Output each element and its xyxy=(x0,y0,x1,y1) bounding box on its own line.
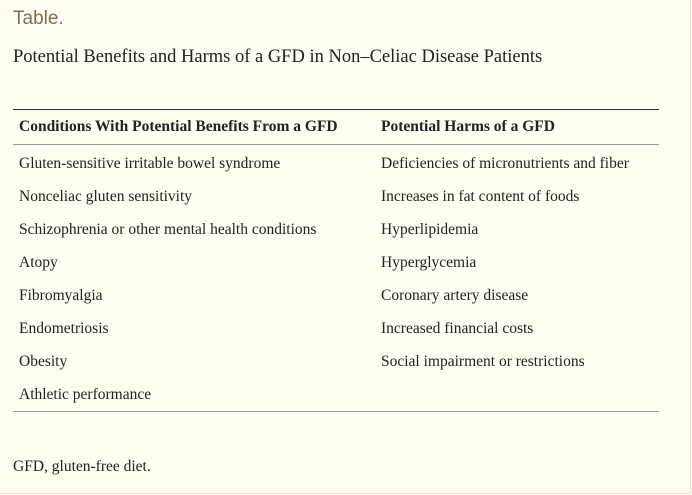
harm-cell: Deficiencies of micronutrients and fiber xyxy=(381,154,629,172)
harm-cell: Increases in fat content of foods xyxy=(381,187,580,205)
table-row xyxy=(13,312,659,345)
table-row xyxy=(13,345,659,378)
harm-cell: Coronary artery disease xyxy=(381,286,529,304)
table-row xyxy=(13,213,659,246)
table-header-row xyxy=(13,110,659,145)
table-row xyxy=(13,279,659,312)
table-footnote: GFD, gluten-free diet. xyxy=(13,458,151,475)
benefit-cell: Atopy xyxy=(19,253,58,271)
column-header-harms: Potential Harms of a GFD xyxy=(381,118,555,135)
harm-cell: Hyperlipidemia xyxy=(381,220,479,238)
benefit-cell: Fibromyalgia xyxy=(19,286,103,304)
benefit-cell: Athletic performance xyxy=(19,385,152,403)
table-caption: Potential Benefits and Harms of a GFD in Non–Celiac Disease Patients xyxy=(13,47,543,67)
table-container xyxy=(13,109,659,412)
harm-cell xyxy=(375,378,659,412)
harm-cell: Social impairment or restrictions xyxy=(381,352,585,370)
table-row xyxy=(13,378,659,412)
data-table xyxy=(13,109,659,412)
table-row xyxy=(13,145,659,181)
benefit-cell: Nonceliac gluten sensitivity xyxy=(19,187,193,205)
benefit-cell: Endometriosis xyxy=(19,319,109,337)
table-label: Table. xyxy=(13,8,64,29)
benefit-cell: Gluten-sensitive irritable bowel syndrome xyxy=(19,154,281,172)
harm-cell: Increased financial costs xyxy=(381,319,534,337)
benefit-cell: Obesity xyxy=(19,352,68,370)
benefit-cell: Schizophrenia or other mental health conditions xyxy=(19,220,317,238)
column-header-benefits: Conditions With Potential Benefits From a GFD xyxy=(19,118,338,135)
table-row xyxy=(13,246,659,279)
harm-cell: Hyperglycemia xyxy=(381,253,477,271)
table-row xyxy=(13,180,659,213)
